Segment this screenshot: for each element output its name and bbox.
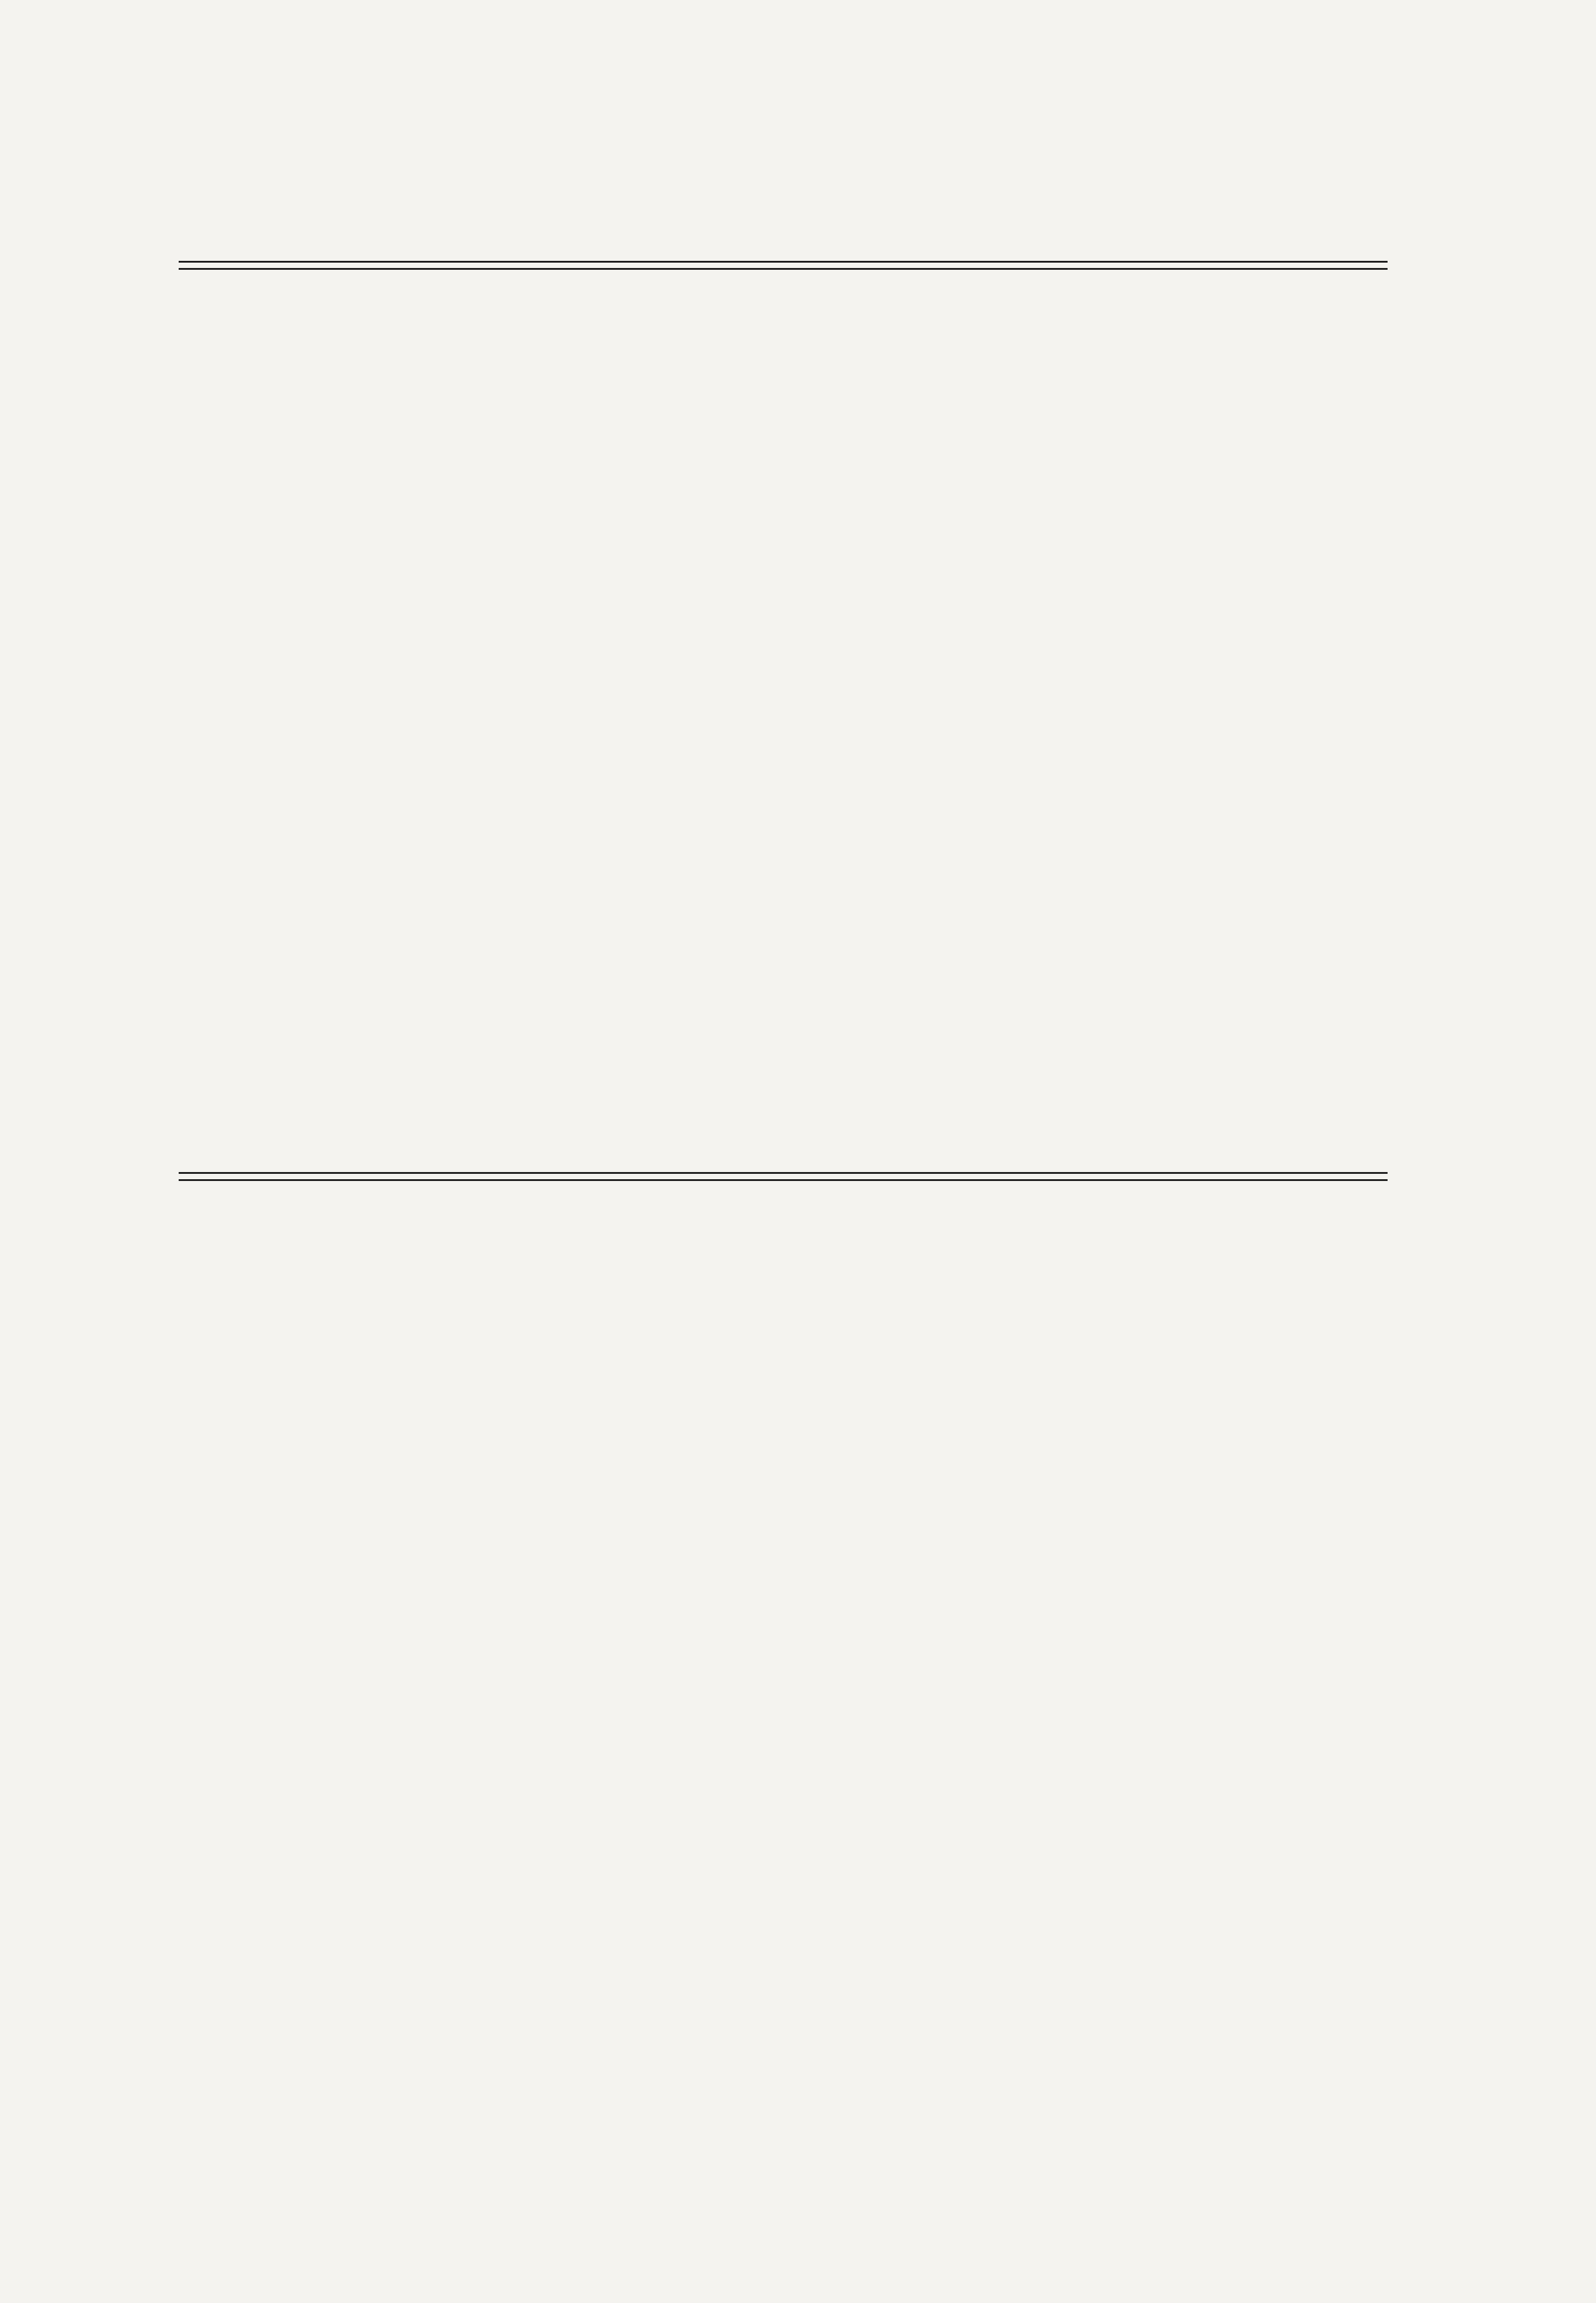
section-rule-top	[179, 1172, 1388, 1174]
header-rule-top	[179, 261, 1388, 263]
section-rule-bottom	[179, 1179, 1388, 1181]
header-rule-bottom	[179, 268, 1388, 270]
page-header	[179, 179, 1388, 226]
